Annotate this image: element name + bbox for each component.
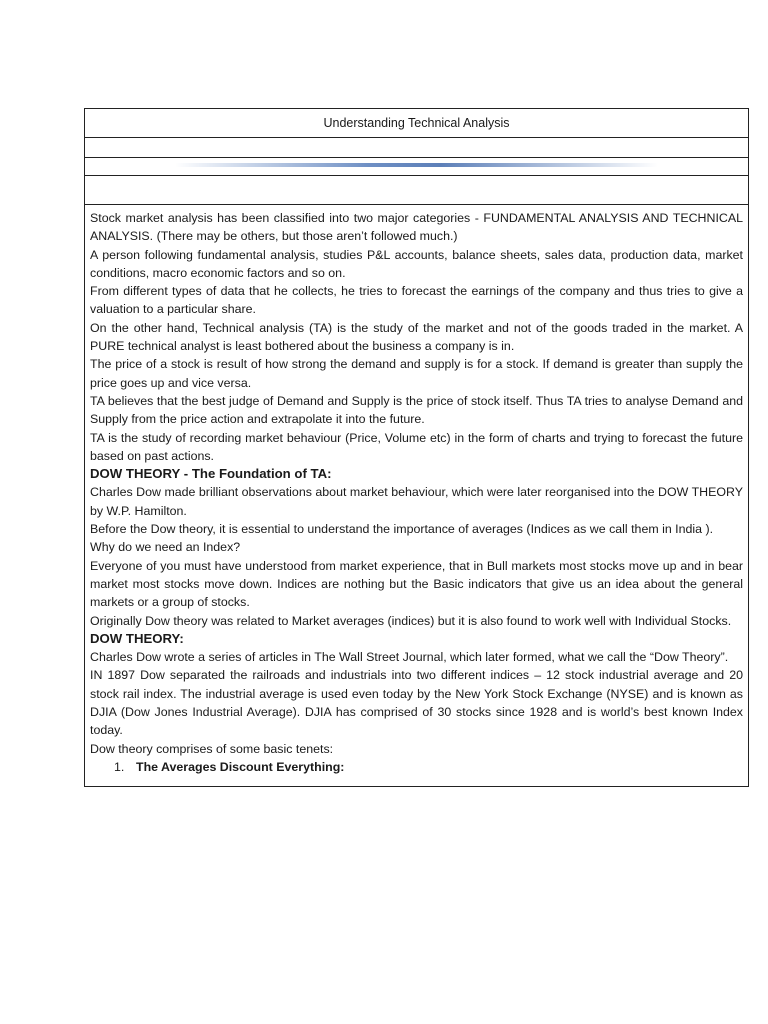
empty-row [85,138,748,158]
blank-row [85,176,748,205]
numbered-list-item [90,758,743,776]
intro-paragraph: The price of a stock is result of how strong the demand and supply is for a stock. If demand is greater than supply the price goes up and vice versa. [90,357,743,390]
divider-row [85,158,748,176]
document-table [84,108,749,787]
section1-paragraph: Before the Dow theory, it is essential to understand the importance of averages (Indices as we call them in India ). [90,522,714,537]
intro-paragraph: From different types of data that he collects, he tries to forecast the earnings of the company and thus tries to give a valuation to a particular share. [90,284,743,317]
section1-paragraph: Why do we need an Index? [90,540,241,555]
document-title: Understanding Technical Analysis [323,116,510,130]
section1-paragraph: Originally Dow theory was related to Market averages (indices) but it is also found to work well with Individual Stocks. [90,613,732,628]
section1-paragraph: Everyone of you must have understood from market experience, that in Bull markets most stocks move up and in bear market most stocks move down. Indices are nothing but the Basic indicators that give us an idea about the general markets or a group of stocks. [90,558,743,610]
intro-paragraph: TA believes that the best judge of Demand and Supply is the price of stock itself. Thus TA tries to analyse Demand and Supply from the price action and extrapolate it into the future. [90,393,743,427]
section2-paragraph: IN 1897 Dow separated the railroads and industrials into two different indices – 12 stock industrial average and 20 stock rail index. The industrial average is used even today by the New York Stock Exchange (NYSE) and is known as DJIA (Dow Jones Industrial Average). DJIA has comprised of 30 stocks since 1928 and is world’s best known Index today. [90,668,743,738]
decorative-divider [175,163,658,167]
section2-paragraph: Dow theory comprises of some basic tenets: [90,741,334,756]
title-row [85,109,748,138]
intro-paragraph: On the other hand, Technical analysis (TA) is the study of the market and not of the goods traded in the market. A PURE technical analyst is least bothered about the business a company is in. [90,320,743,354]
intro-paragraph: A person following fundamental analysis, studies P&L accounts, balance sheets, sales data, production data, market conditions, macro economic factors and so on. [90,247,743,280]
intro-paragraph: Stock market analysis has been classified into two major categories - FUNDAMENTAL ANALYSIS AND TECHNICAL ANALYSIS. (There may be others, but those aren’t followed much.) [90,211,743,244]
section-heading-dow-foundation: DOW THEORY - The Foundation of TA: [90,466,332,482]
section2-paragraph: Charles Dow wrote a series of articles in The Wall Street Journal, which later formed, what we call the “Dow Theory”. [90,650,729,665]
section1-paragraph: Charles Dow made brilliant observations about market behaviour, which were later reorganised into the DOW THEORY by W.P. Hamilton. [90,485,743,518]
list-number: 1. [114,759,125,774]
section-heading-dow-theory: DOW THEORY: [90,630,184,646]
list-item-text: The Averages Discount Everything: [136,759,345,774]
content-cell [85,205,748,786]
intro-paragraph: TA is the study of recording market behaviour (Price, Volume etc) in the form of charts and trying to forecast the future based on past actions. [90,430,743,463]
